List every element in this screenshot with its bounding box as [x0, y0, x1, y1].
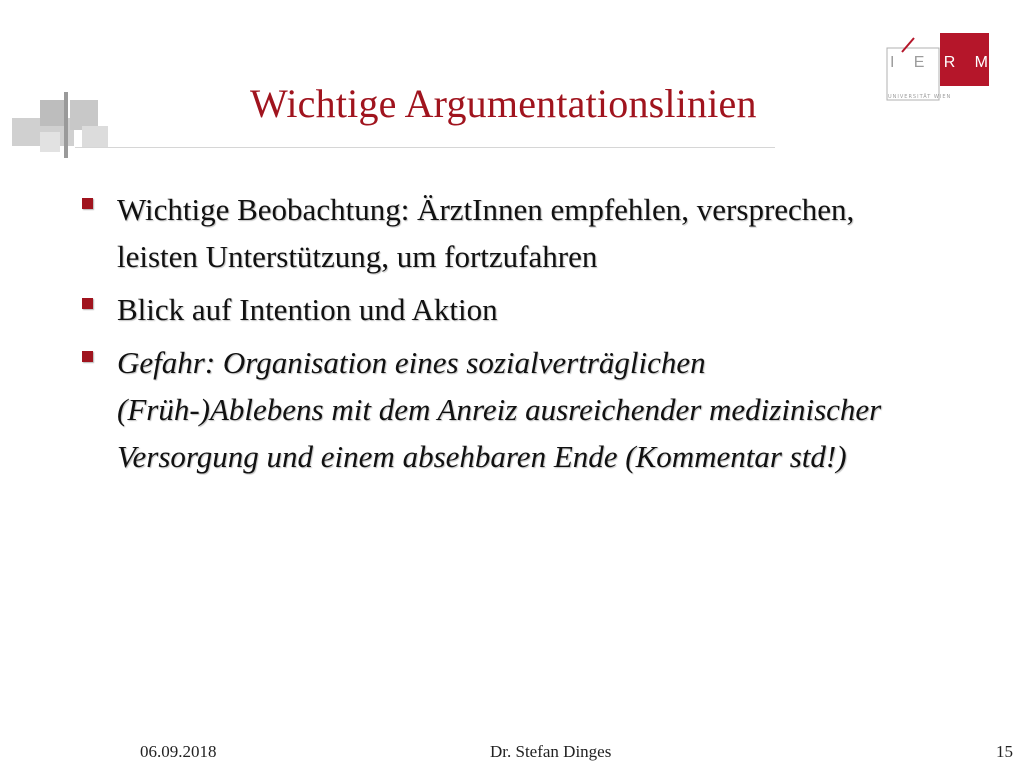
- bullet-text: Blick auf Intention und Aktion: [117, 292, 498, 327]
- square-bullet-icon: [82, 198, 93, 209]
- logo-letter-i: I: [890, 54, 897, 71]
- bullet-text: Wichtige Beobachtung: ÄrztInnen empfehlen, versprechen, leisten Unterstützung, um fortzufahren: [117, 192, 855, 274]
- bullet-item: [82, 286, 902, 333]
- logo-letters: [890, 54, 990, 72]
- slide-title: Wichtige Argumentationslinien: [250, 81, 757, 126]
- bullet-item: [82, 186, 902, 280]
- footer-date: 06.09.2018: [140, 742, 217, 761]
- page-number: 15: [996, 742, 1013, 761]
- square-bullet-icon: [82, 351, 93, 362]
- bullet-item: [82, 339, 902, 480]
- logo-letter-e: E: [913, 54, 927, 71]
- logo-letter-r: R: [943, 54, 958, 71]
- logo-letter-m: M: [974, 54, 990, 71]
- square-bullet-icon: [82, 298, 93, 309]
- footer-author: Dr. Stefan Dinges: [490, 742, 612, 761]
- logo-subtitle: UNIVERSITÄT WIEN: [888, 94, 952, 100]
- bullet-list: [82, 186, 902, 486]
- title-divider: [75, 147, 775, 148]
- decorative-squares: [0, 0, 200, 170]
- bullet-text: Gefahr: Organisation eines sozialverträglichen (Früh-)Ablebens mit dem Anreiz ausreichender medizinischer Versorgung und einem absehbaren Ende (Kommentar std!): [117, 345, 882, 474]
